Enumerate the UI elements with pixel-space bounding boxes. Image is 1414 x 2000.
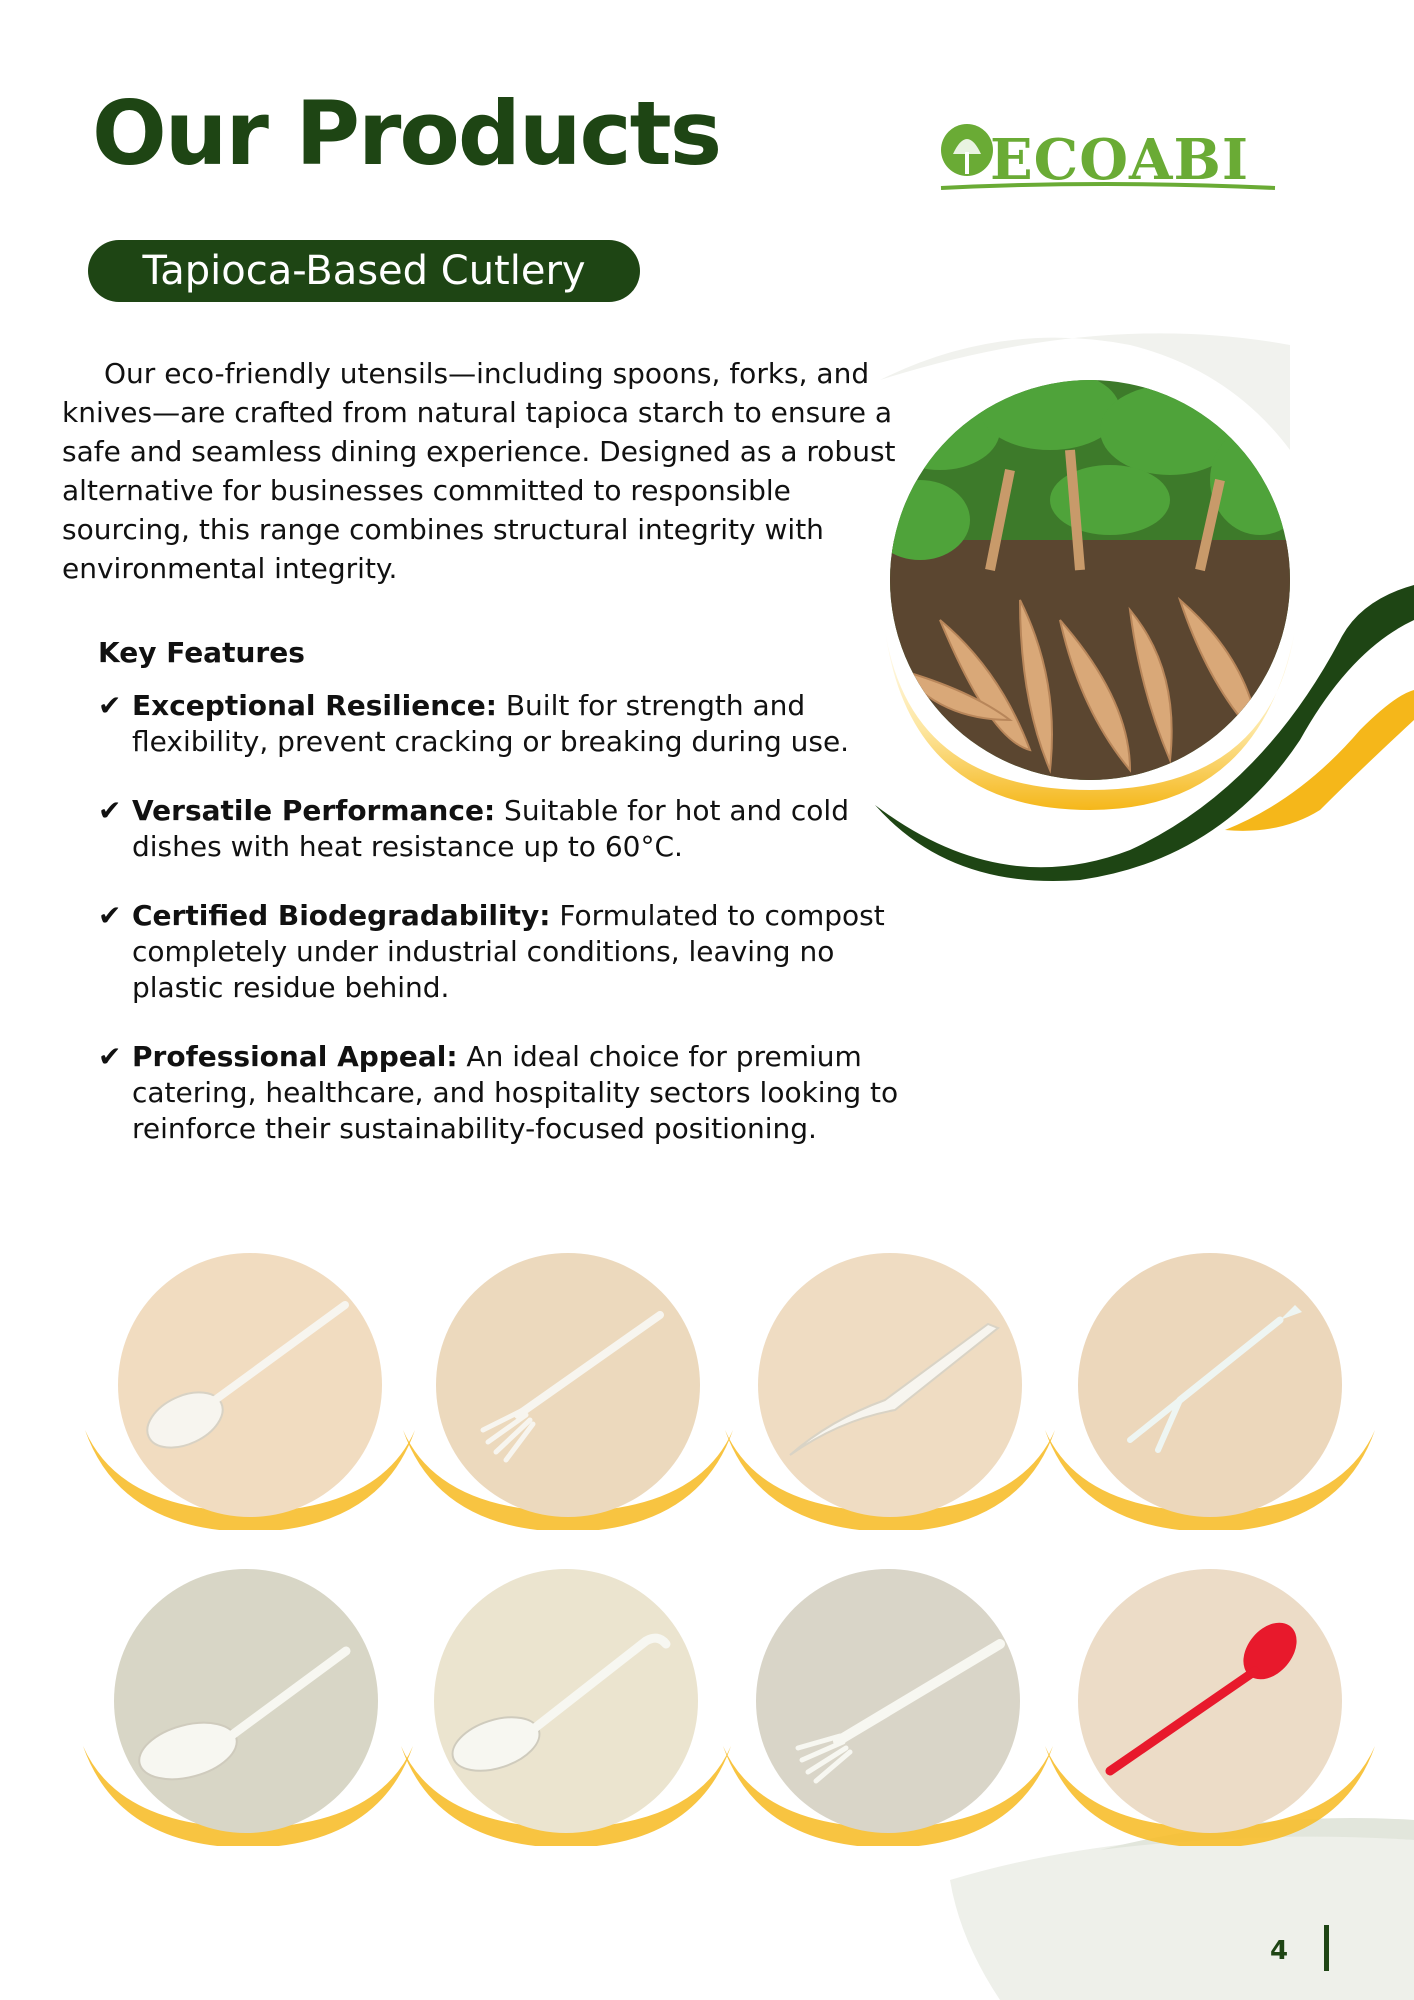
page-number: 4 (1270, 1936, 1289, 1966)
product-image-fork (398, 1250, 738, 1530)
checkmark-icon: ✔ (98, 689, 122, 722)
intro-text: Our eco-friendly utensils—including spoons, forks, and knives—are crafted from natural tapioca starch to ensure a safe and seamless dining experience. Designed as a robust alternative for businesses committed to responsible sourcing, this range combines structural integrity with environmental integrity. (62, 357, 896, 585)
intro-paragraph (62, 354, 912, 588)
feature-text-rest: catering, healthcare, and hospitality sectors looking to reinforce their sustainability-focused positioning. (132, 1076, 899, 1145)
product-image-soup-spoon-hooked (396, 1566, 736, 1846)
key-features-title: Key Features (98, 636, 305, 669)
feature-text: Suitable for hot and cold (495, 794, 849, 827)
product-image-knife (720, 1250, 1060, 1530)
feature-text-rest: flexibility, prevent cracking or breaking during use. (132, 725, 850, 758)
feature-label: Exceptional Resilience: (132, 689, 497, 722)
product-image-soup-spoon (78, 1566, 418, 1846)
product-image-spoon (80, 1250, 420, 1530)
product-image-two-prong-fork (1040, 1250, 1380, 1530)
feature-text: An ideal choice for premium (457, 1040, 862, 1073)
feature-label: Certified Biodegradability: (132, 899, 551, 932)
feature-text-rest: completely under industrial conditions, leaving no plastic residue behind. (132, 935, 835, 1004)
feature-label: Professional Appeal: (132, 1040, 458, 1073)
feature-text-rest: dishes with heat resistance up to 60°C. (132, 830, 683, 863)
section-label: Tapioca-Based Cutlery (88, 240, 640, 302)
feature-label: Versatile Performance: (132, 794, 496, 827)
feature-text: Formulated to compost (550, 899, 885, 932)
feature-item (98, 898, 918, 1006)
product-image-fork-long (718, 1566, 1058, 1846)
checkmark-icon: ✔ (98, 1040, 122, 1073)
checkmark-icon: ✔ (98, 899, 122, 932)
feature-item (98, 793, 918, 865)
feature-item (98, 1039, 918, 1147)
tapioca-plant-image (880, 370, 1300, 820)
page-number-divider (1324, 1925, 1329, 1971)
feature-text: Built for strength and (496, 689, 806, 722)
page-title: Our Products (92, 82, 721, 185)
checkmark-icon: ✔ (98, 794, 122, 827)
logo-text: ECOABI (990, 127, 1250, 193)
feature-item (98, 688, 918, 760)
product-image-red-spoon (1040, 1566, 1380, 1846)
